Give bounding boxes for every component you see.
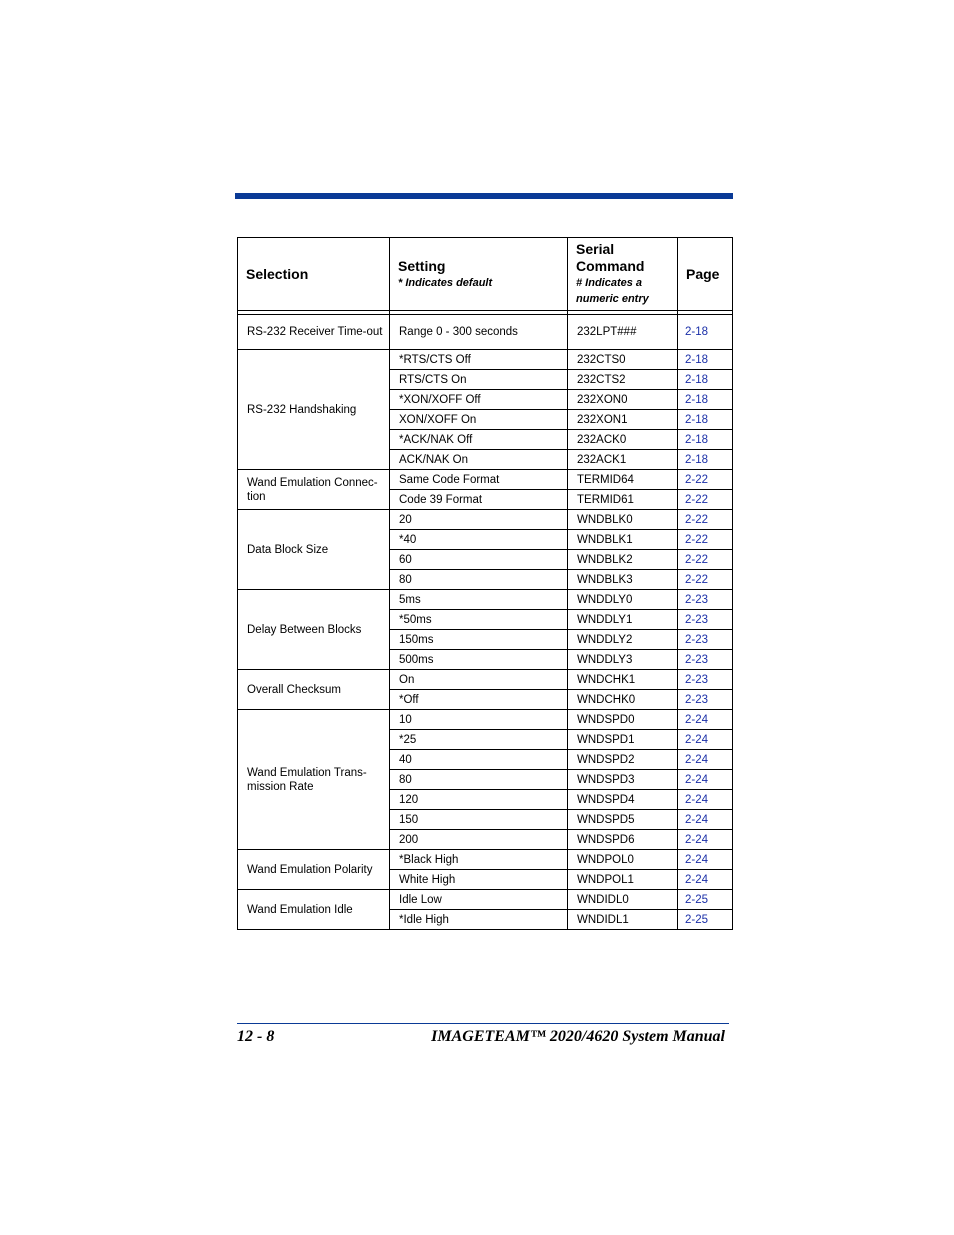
page-link[interactable]: 2-18 [678, 315, 733, 350]
setting-cell: XON/XOFF On [390, 410, 568, 430]
command-cell: 232XON0 [568, 390, 678, 410]
page-link[interactable]: 2-22 [678, 530, 733, 550]
command-cell: WNDSPD2 [568, 750, 678, 770]
page-link[interactable]: 2-22 [678, 490, 733, 510]
page-link[interactable]: 2-22 [678, 550, 733, 570]
command-cell: 232CTS0 [568, 350, 678, 370]
setting-cell: 80 [390, 770, 568, 790]
table-body [238, 311, 733, 930]
command-cell: 232ACK1 [568, 450, 678, 470]
setting-cell: Code 39 Format [390, 490, 568, 510]
page-link[interactable]: 2-24 [678, 750, 733, 770]
table-row [238, 850, 733, 870]
command-cell: WNDSPD4 [568, 790, 678, 810]
table-row [238, 510, 733, 530]
command-cell: WNDIDL0 [568, 890, 678, 910]
page-link[interactable]: 2-23 [678, 690, 733, 710]
page-link[interactable]: 2-18 [678, 370, 733, 390]
setting-cell: *Idle High [390, 910, 568, 930]
page-link[interactable]: 2-23 [678, 590, 733, 610]
command-cell: WNDBLK3 [568, 570, 678, 590]
setting-cell: 10 [390, 710, 568, 730]
page-number: 12 - 8 [237, 1028, 275, 1045]
command-cell: WNDSPD1 [568, 730, 678, 750]
command-cell: 232XON1 [568, 410, 678, 430]
setting-cell: *40 [390, 530, 568, 550]
page-link[interactable]: 2-22 [678, 470, 733, 490]
table-row [238, 350, 733, 370]
setting-cell: RTS/CTS On [390, 370, 568, 390]
setting-cell: 20 [390, 510, 568, 530]
command-cell: 232CTS2 [568, 370, 678, 390]
setting-cell: *XON/XOFF Off [390, 390, 568, 410]
setting-cell: 40 [390, 750, 568, 770]
command-cell: WNDBLK1 [568, 530, 678, 550]
table-row [238, 590, 733, 610]
setting-cell: *RTS/CTS Off [390, 350, 568, 370]
footer-rule [237, 1023, 729, 1024]
selection-cell: RS-232 Receiver Time-out [238, 315, 390, 350]
setting-cell: Idle Low [390, 890, 568, 910]
command-cell: WNDIDL1 [568, 910, 678, 930]
table-row [238, 710, 733, 730]
setting-cell: 500ms [390, 650, 568, 670]
setting-cell: 150ms [390, 630, 568, 650]
setting-cell: 200 [390, 830, 568, 850]
page-link[interactable]: 2-24 [678, 710, 733, 730]
page-link[interactable]: 2-18 [678, 390, 733, 410]
command-cell: WNDDLY3 [568, 650, 678, 670]
setting-cell: 5ms [390, 590, 568, 610]
selection-cell: Wand Emulation Connec-tion [238, 470, 390, 510]
selection-cell: Wand Emulation Idle [238, 890, 390, 930]
command-cell: 232LPT### [568, 315, 678, 350]
setting-cell: 60 [390, 550, 568, 570]
table-row [238, 315, 733, 350]
setting-subheader: * Indicates default [398, 276, 493, 289]
serial-command-subheader: # Indicates a numeric entry [576, 277, 649, 305]
setting-cell: White High [390, 870, 568, 890]
selection-header: Selection [238, 238, 390, 311]
command-cell: WNDSPD5 [568, 810, 678, 830]
page-link[interactable]: 2-18 [678, 410, 733, 430]
page-header: Page [678, 238, 733, 311]
selection-cell: RS-232 Handshaking [238, 350, 390, 470]
page-link[interactable]: 2-24 [678, 810, 733, 830]
command-cell: WNDPOL1 [568, 870, 678, 890]
setting-cell: *25 [390, 730, 568, 750]
page-link[interactable]: 2-23 [678, 630, 733, 650]
command-table [237, 237, 733, 930]
setting-cell: ACK/NAK On [390, 450, 568, 470]
command-cell: WNDBLK2 [568, 550, 678, 570]
setting-cell: Range 0 - 300 seconds [390, 315, 568, 350]
manual-title: IMAGETEAM™ 2020/4620 System Manual [431, 1028, 725, 1045]
setting-cell: 80 [390, 570, 568, 590]
selection-cell: Overall Checksum [238, 670, 390, 710]
setting-cell: *ACK/NAK Off [390, 430, 568, 450]
command-cell: WNDSPD0 [568, 710, 678, 730]
table-row [238, 470, 733, 490]
page-link[interactable]: 2-23 [678, 650, 733, 670]
command-cell: WNDSPD6 [568, 830, 678, 850]
setting-cell: On [390, 670, 568, 690]
page-link[interactable]: 2-24 [678, 870, 733, 890]
table-row [238, 670, 733, 690]
selection-cell: Data Block Size [238, 510, 390, 590]
page-link[interactable]: 2-18 [678, 450, 733, 470]
page-link[interactable]: 2-25 [678, 910, 733, 930]
command-cell: WNDCHK0 [568, 690, 678, 710]
page-link[interactable]: 2-22 [678, 510, 733, 530]
setting-cell: 150 [390, 810, 568, 830]
command-cell: WNDBLK0 [568, 510, 678, 530]
setting-cell: *Off [390, 690, 568, 710]
setting-cell: *Black High [390, 850, 568, 870]
page-link[interactable]: 2-24 [678, 850, 733, 870]
command-cell: WNDSPD3 [568, 770, 678, 790]
selection-cell: Wand Emulation Trans-mission Rate [238, 710, 390, 850]
table-header-row [238, 238, 733, 311]
page-link[interactable]: 2-25 [678, 890, 733, 910]
page-link[interactable]: 2-24 [678, 770, 733, 790]
page-link[interactable]: 2-24 [678, 730, 733, 750]
page-link[interactable]: 2-18 [678, 350, 733, 370]
setting-cell: 120 [390, 790, 568, 810]
serial-command-header: Serial Command # Indicates a numeric entry [568, 238, 678, 311]
page-link[interactable]: 2-23 [678, 670, 733, 690]
command-cell: WNDDLY1 [568, 610, 678, 630]
selection-cell: Delay Between Blocks [238, 590, 390, 670]
command-cell: TERMID61 [568, 490, 678, 510]
command-cell: WNDDLY0 [568, 590, 678, 610]
page-link[interactable]: 2-23 [678, 610, 733, 630]
table-row [238, 890, 733, 910]
page-link[interactable]: 2-24 [678, 830, 733, 850]
command-cell: 232ACK0 [568, 430, 678, 450]
header-rule [235, 193, 733, 199]
command-cell: TERMID64 [568, 470, 678, 490]
setting-cell: Same Code Format [390, 470, 568, 490]
setting-header: Setting * Indicates default [390, 238, 568, 311]
setting-cell: *50ms [390, 610, 568, 630]
command-cell: WNDDLY2 [568, 630, 678, 650]
command-cell: WNDPOL0 [568, 850, 678, 870]
page-link[interactable]: 2-18 [678, 430, 733, 450]
page-link[interactable]: 2-24 [678, 790, 733, 810]
command-cell: WNDCHK1 [568, 670, 678, 690]
selection-cell: Wand Emulation Polarity [238, 850, 390, 890]
page-link[interactable]: 2-22 [678, 570, 733, 590]
